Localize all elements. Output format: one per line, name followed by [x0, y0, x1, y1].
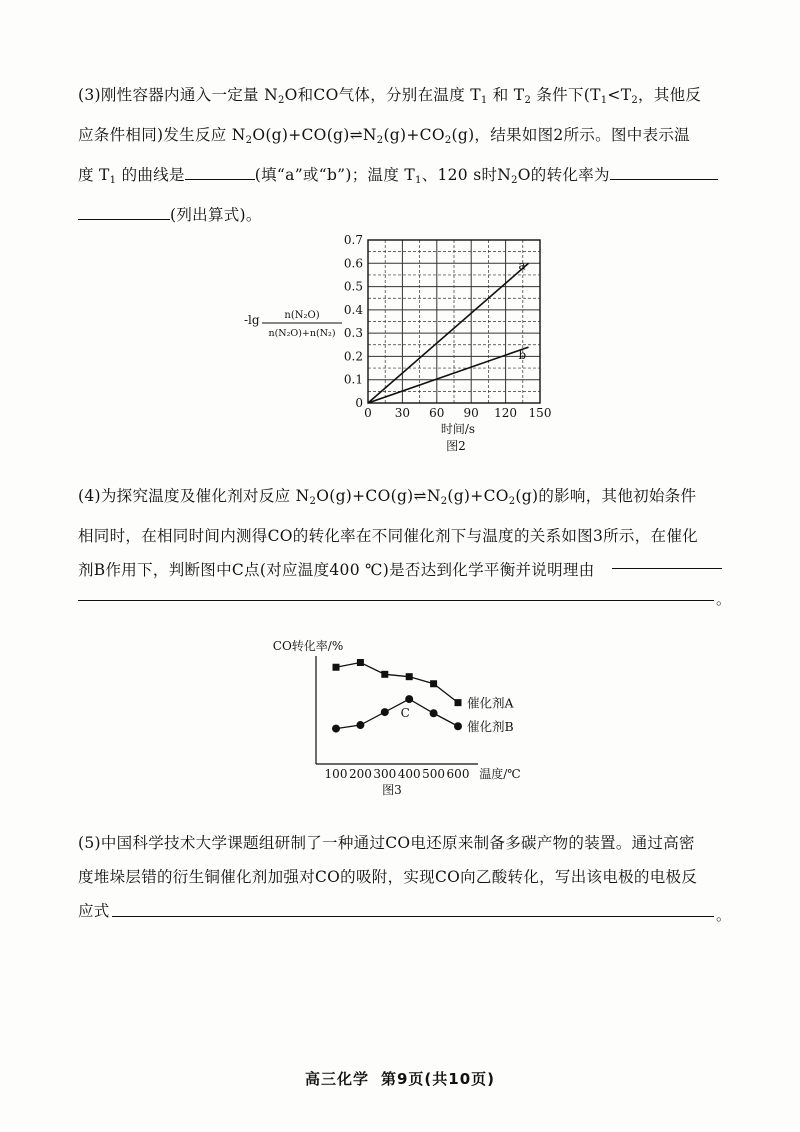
fig3-legend-label-0: 催化剂A — [467, 695, 514, 711]
q5-line-1: (5)中国科学技术大学课题组研制了一种通过CO电还原来制备多碳产物的装置。通过高密 — [78, 834, 695, 852]
fig3-x-tick-label: 600 — [446, 767, 470, 781]
fig2-y-tick-label: 0.2 — [343, 349, 363, 364]
equilibrium-arrow: ⇌ — [413, 487, 427, 505]
q5-line-3: 应式 — [78, 902, 110, 920]
answer-blank-conversion-2[interactable] — [78, 201, 170, 220]
fig2-y-tick-label: 0.4 — [343, 302, 363, 317]
fig3-point-catalyst-a — [430, 680, 437, 687]
fig2-series-b-label: b — [518, 348, 527, 363]
equilibrium-arrow: ⇌ — [349, 126, 363, 144]
page-footer — [0, 1068, 800, 1089]
q5-end-mark: 。 — [716, 906, 732, 924]
answer-blank-curve[interactable] — [185, 161, 255, 180]
fig3-x-axis-label: 温度/℃ — [479, 767, 521, 781]
fig2-ylabel-numerator: n(N₂O) — [284, 310, 320, 321]
fig2-y-axis-label — [244, 310, 342, 339]
fig2-caption: 图2 — [446, 439, 466, 453]
fig2-ylabel-denominator: n(N₂O)+n(N₂) — [268, 328, 336, 339]
fig2-series-a-label: a — [518, 258, 526, 273]
fig2-grid — [368, 240, 540, 403]
q4-line-1: (4)为探究温度及催化剂对反应 $N_2O(g)+CO(g)\rightleftharpoons N_2(g)+CO_2(g)$的影响，其他初始条件 — [78, 487, 697, 507]
answer-blank-reason-2[interactable] — [78, 600, 714, 601]
fig3-legend-label-1: 催化剂B — [467, 719, 514, 735]
fig2-y-tick-label: 0.7 — [343, 233, 363, 247]
footer-subject: 高三化学 — [304, 1070, 369, 1088]
q3-line-3: 度 $T_1$ 的曲线是 (填“a”或“b”)；温度 $T_1$、120 s时$N_2O$的转化率为 — [78, 158, 728, 198]
fig3-point-catalyst-b — [430, 709, 438, 717]
footer-page-number: 第9页(共10页) — [380, 1070, 496, 1088]
fig2-y-tick-label: 0.5 — [343, 279, 363, 294]
q3-line-1: (3)刚性容器内通入一定量 $N_2O$和CO气体，分别在温度 $T_1$ 和 $T_2$ 条件下($T_1<T_2$，其他反 — [78, 86, 702, 106]
fig3-point-catalyst-b — [332, 725, 340, 733]
fig3-y-axis-label: CO转化率/% — [272, 639, 344, 653]
fig3-axes — [316, 656, 478, 764]
fig2-series — [368, 258, 529, 403]
figure-2-chart — [0, 228, 800, 458]
figure-3-chart — [0, 636, 800, 806]
fig3-legend — [467, 696, 515, 735]
answer-blank-conversion-1[interactable] — [610, 161, 718, 180]
fig3-caption: 图3 — [382, 783, 402, 797]
fig2-y-tick-label: 0 — [355, 396, 363, 410]
fig2-ylabel-prefix: -lg — [244, 313, 260, 327]
fig2-y-tick-label: 0.1 — [343, 372, 363, 387]
fig3-point-catalyst-a — [455, 699, 462, 706]
q4-line-3: 剂B作用下，判断图中C点(对应温度400 ℃)是否达到化学平衡并说明理由 — [78, 561, 595, 579]
fig2-x-tick-label: 150 — [528, 406, 552, 420]
fig2-y-tick-label: 0.3 — [343, 326, 363, 341]
answer-blank-electrode-equation[interactable] — [112, 916, 714, 917]
fig2-series-b-line — [368, 347, 529, 403]
fig3-series-line-1 — [336, 699, 458, 729]
fig3-point-catalyst-b — [381, 708, 389, 716]
question-5 — [78, 826, 728, 928]
fig3-point-catalyst-b — [405, 695, 413, 703]
fig2-x-tick-label: 90 — [463, 406, 479, 420]
fig3-point-catalyst-a — [333, 664, 340, 671]
question-3 — [78, 78, 728, 232]
fig3-tick-labels — [325, 767, 470, 781]
answer-blank-reason-1[interactable] — [612, 568, 722, 569]
q4-line-2: 相同时，在相同时间内测得CO的转化率在不同催化剂下与温度的关系如图3所示，在催化 — [78, 527, 698, 545]
fig3-series — [332, 659, 462, 733]
fig3-point-catalyst-a — [406, 673, 413, 680]
fig3-x-tick-label: 500 — [422, 767, 446, 781]
fig3-x-tick-label: 100 — [324, 767, 348, 781]
q3-line-2: 应条件相同)发生反应 $N_2O(g)+CO(g)\rightleftharpoons N_2(g)+CO_2(g)$，结果如图2所示。图中表示温 — [78, 126, 690, 146]
fig3-point-catalyst-a — [381, 671, 388, 678]
fig2-x-tick-label: 30 — [394, 406, 411, 420]
fig3-x-tick-label: 300 — [373, 767, 397, 781]
fig2-x-axis-label: 时间/s — [440, 422, 476, 436]
fig3-point-catalyst-b — [454, 722, 462, 730]
fig3-x-tick-label: 400 — [397, 767, 421, 781]
fig2-y-tick-label: 0.6 — [343, 256, 363, 271]
fig3-point-c-label: C — [400, 706, 410, 721]
fig3-x-tick-label: 200 — [348, 767, 372, 781]
fig3-series-line-0 — [336, 663, 458, 703]
fig3-point-catalyst-a — [357, 659, 364, 666]
fig3-point-catalyst-b — [356, 721, 364, 729]
fig2-x-tick-label: 60 — [429, 406, 445, 420]
q5-line-2: 度堆垛层错的衍生铜催化剂加强对CO的吸附，实现CO向乙酸转化，写出该电极的电极反 — [78, 868, 698, 886]
q4-end-mark: 。 — [716, 590, 732, 608]
q3-line-4: (列出算式)。 — [78, 198, 728, 232]
question-4 — [78, 479, 728, 587]
fig2-x-tick-label: 120 — [494, 406, 518, 420]
fig2-x-tick-label: 0 — [364, 406, 372, 420]
